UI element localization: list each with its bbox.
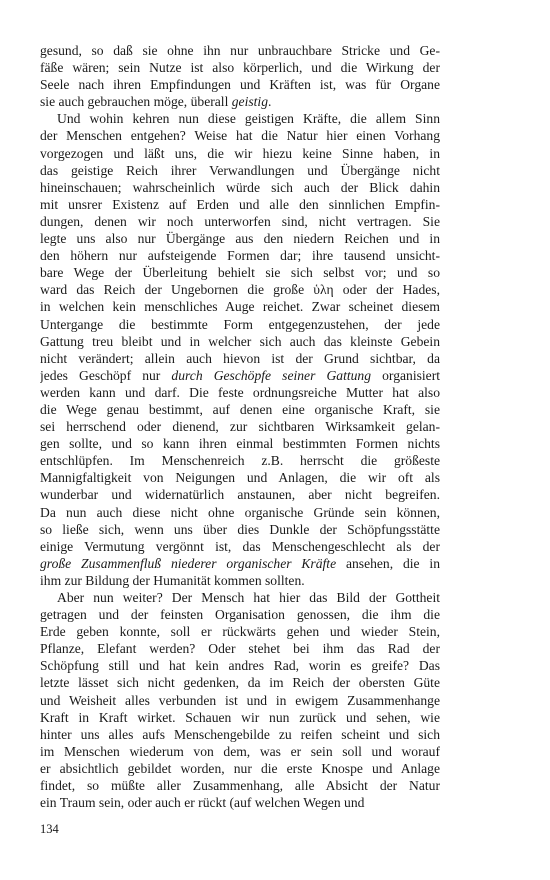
text-line bbox=[40, 452, 440, 469]
text-line bbox=[40, 367, 440, 384]
text-run: Schöpfung still und hat kein andres Rad, worin es greife? Das bbox=[40, 658, 440, 674]
text-run: gen sollte, und so kann ihren einmal bestimmten Formen nichts bbox=[40, 436, 440, 452]
text-run: er absichtlich gebildet worden, nur die erste Knospe und Anlage bbox=[40, 760, 440, 776]
text-line bbox=[40, 623, 440, 640]
text-line bbox=[40, 247, 440, 264]
body-text bbox=[40, 42, 440, 811]
text-line bbox=[40, 521, 440, 538]
text-line bbox=[40, 110, 440, 127]
text-run: letzte lässet sich nicht gedenken, da im Reich der obersten Güte bbox=[40, 675, 440, 691]
text-line bbox=[40, 743, 440, 760]
text-line bbox=[40, 179, 440, 196]
text-line bbox=[40, 692, 440, 709]
text-run: entschlüpfen. Im Menschenreich z.B. herrscht die größeste bbox=[40, 453, 440, 469]
text-line bbox=[40, 384, 440, 401]
text-line bbox=[40, 59, 440, 76]
italic-text: durch Geschöpfe seiner Gattung bbox=[171, 367, 372, 383]
text-run: wunderbar und widernatürlich anstaunen, aber nicht begreifen. bbox=[40, 487, 440, 503]
text-run: Da nun auch diese nicht ohne organische Gründe sein können, bbox=[40, 504, 440, 520]
text-line bbox=[40, 127, 440, 144]
text-line bbox=[40, 42, 440, 59]
text-run: den höhern nur aufsteigende Formen dar; ihre tausend unsicht- bbox=[40, 248, 440, 264]
text-run: nicht verändert; allein auch hievon ist der Grund sichtbar, da bbox=[40, 350, 440, 366]
text-run: der Menschen entgehen? Weise hat die Natur hier einen Vorhang bbox=[40, 128, 440, 144]
text-run: ein Traum sein, oder auch er rückt (auf welchen Wegen und bbox=[40, 795, 365, 811]
text-run: Pflanze, Elefant werden? Oder stehet bei ihm das Rad der bbox=[40, 641, 440, 657]
text-run: . bbox=[268, 94, 272, 110]
text-run: findet, so müßte aller Zusammenhang, alle Absicht der Natur bbox=[40, 778, 440, 794]
text-run: Mannigfaltigkeit von Neigungen und Anlagen, die wir oft als bbox=[40, 470, 440, 486]
text-line bbox=[40, 230, 440, 247]
text-line bbox=[40, 640, 440, 657]
text-run: im Menschen wiederum von dem, was er sein soll und worauf bbox=[40, 743, 440, 759]
text-run: mit unsrer Existenz auf Erden und alle den sinnlichen Empfin- bbox=[40, 196, 440, 212]
text-line bbox=[40, 469, 440, 486]
text-line bbox=[40, 606, 440, 623]
text-line bbox=[40, 794, 440, 811]
text-line bbox=[40, 213, 440, 230]
text-run: Erde geben konnte, soll er rückwärts gehen und wieder Stein, bbox=[40, 624, 440, 640]
text-run: Seele nach ihren Empfindungen und Kräften ist, was für Organe bbox=[40, 77, 440, 93]
text-line bbox=[40, 418, 440, 435]
text-line bbox=[40, 264, 440, 281]
text-run: legte uns also nur Übergänge aus den niedern Reichen und in bbox=[40, 231, 440, 247]
text-line bbox=[40, 504, 440, 521]
text-run: Und wohin kehren nun diese geistigen Kräfte, die allem Sinn bbox=[57, 111, 440, 127]
text-run: dungen, denen wir noch unterworfen sind, nicht vertragen. Sie bbox=[40, 213, 440, 229]
paragraph bbox=[40, 589, 440, 811]
text-run: Kraft in Kraft wirket. Schauen wir nun zurück und sehen, wie bbox=[40, 709, 440, 725]
text-line bbox=[40, 333, 440, 350]
text-line bbox=[40, 657, 440, 674]
text-line bbox=[40, 76, 440, 93]
text-run: hineinschauen; wahrscheinlich würde sich auch der Blick dahin bbox=[40, 179, 440, 195]
text-run: hinter uns alles aufs Menschengebilde zu reifen scheint und sich bbox=[40, 726, 440, 742]
paragraph bbox=[40, 42, 440, 110]
text-run: jedes Geschöpf nur bbox=[40, 367, 172, 383]
text-line bbox=[40, 760, 440, 777]
text-run: ansehen, die in bbox=[336, 555, 440, 571]
text-run: fäße wären; sein Nutze ist also körperlich, und die Wirkung der bbox=[40, 60, 440, 76]
text-line bbox=[40, 589, 440, 606]
page-number: 134 bbox=[40, 822, 59, 836]
text-line bbox=[40, 572, 440, 589]
text-run: Untergange die bestimmte Form entgegenzustehen, der jede bbox=[40, 316, 440, 332]
text-line bbox=[40, 538, 440, 555]
text-line bbox=[40, 709, 440, 726]
text-run: in welchen kein menschliches Auge reichet. Zwar scheinet diesem bbox=[40, 299, 440, 315]
text-run: organisiert bbox=[371, 367, 440, 383]
text-line bbox=[40, 435, 440, 452]
text-run: Gattung treu bleibt und in welcher sich auch das kleinste Gebein bbox=[40, 333, 440, 349]
text-line bbox=[40, 401, 440, 418]
text-line bbox=[40, 350, 440, 367]
italic-text: geistig bbox=[231, 94, 268, 110]
text-line bbox=[40, 281, 440, 298]
text-line bbox=[40, 93, 440, 110]
text-run: werden kann und darf. Die feste ordnungsreiche Mutter hat also bbox=[40, 384, 440, 400]
text-line bbox=[40, 316, 440, 333]
text-run: und Weisheit alles verbunden ist und in ewigem Zusammenhange bbox=[40, 692, 440, 708]
text-run: bare Wege der Überleitung behielt sie sich selbst vor; und so bbox=[40, 265, 440, 281]
text-run: sie auch gebrauchen möge, überall bbox=[40, 94, 232, 110]
text-line bbox=[40, 777, 440, 794]
text-run: das geistige Reich ihrer Verwandlungen und Übergänge nicht bbox=[40, 162, 440, 178]
text-line bbox=[40, 298, 440, 315]
text-line bbox=[40, 726, 440, 743]
italic-text: große Zusammenfluß niederer organischer Kräfte bbox=[40, 555, 337, 571]
text-run: gesund, so daß sie ohne ihn nur unbrauchbare Stricke und Ge- bbox=[40, 43, 440, 58]
text-run: so ließe sich, wenn uns über dies Dunkle der Schöpfungsstätte bbox=[40, 521, 440, 537]
text-run: sei herrschend oder dienend, zur sichtbaren Wirksamkeit gelan- bbox=[40, 419, 440, 435]
text-line bbox=[40, 196, 440, 213]
text-line bbox=[40, 555, 440, 572]
text-run: die Wege genau bestimmt, auf denen eine organische Kraft, sie bbox=[40, 401, 440, 417]
text-run: vorgezogen und läßt uns, die wir hiezu keine Sinne haben, in bbox=[40, 145, 440, 161]
text-run: einige Vermutung vergönnt ist, das Menschengeschlecht als der bbox=[40, 538, 440, 554]
text-line bbox=[40, 162, 440, 179]
text-line bbox=[40, 674, 440, 691]
text-run: getragen und der feinsten Organisation genossen, die ihm die bbox=[40, 607, 440, 623]
text-line bbox=[40, 486, 440, 503]
text-run: Aber nun weiter? Der Mensch hat hier das Bild der Gottheit bbox=[57, 590, 440, 605]
text-line bbox=[40, 145, 440, 162]
text-run: ward das Reich der Ungebornen die große ὑλη oder der Hades, bbox=[40, 282, 440, 298]
paragraph bbox=[40, 110, 440, 589]
text-run: ihm zur Bildung der Humanität kommen sollten. bbox=[40, 572, 305, 588]
